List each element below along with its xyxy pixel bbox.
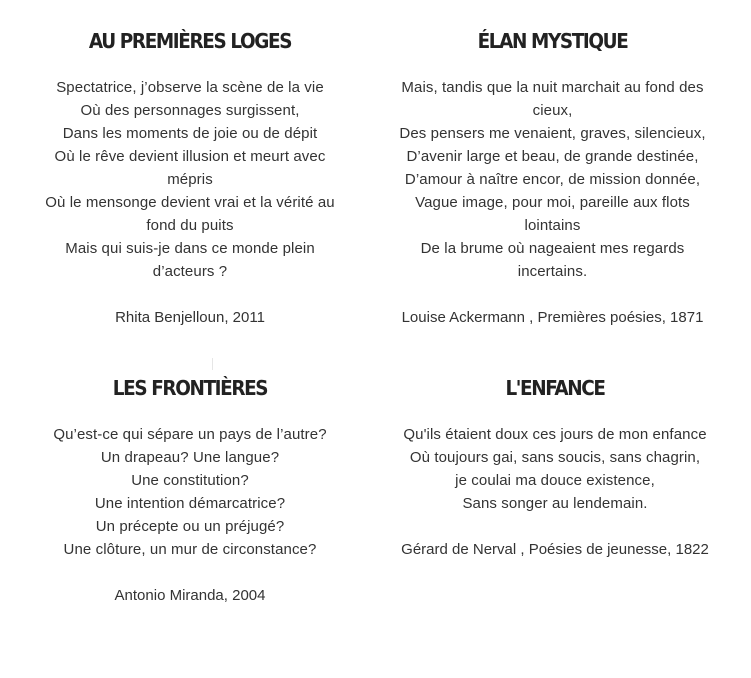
poem-title: ÉLAN MYSTIQUE [477,29,628,53]
poem-line: d’acteurs ? [152,263,228,280]
poem-line: Un précepte ou un préjugé? [95,518,285,535]
poem-line: fond du puits [146,217,234,234]
poem-lines [380,423,730,515]
poem-line: Spectatrice, j’observe la scène de la vie [56,79,324,96]
poem-line: cieux, [532,102,573,119]
poem-line: Où le rêve devient illusion et meurt avec [54,148,326,165]
divider-mark [212,358,213,370]
poem-au-premieres-loges [20,26,360,329]
poem-les-frontieres [20,373,360,607]
poem-line: Où des personnages surgissent, [80,102,300,119]
poem-line: Mais qui suis-je dans ce monde plein [65,240,315,257]
poem-lines [20,76,360,283]
poem-author: Louise Ackermann , Premières poésies, 1871 [401,309,704,326]
poem-lines [380,76,725,283]
poem-line: mépris [167,171,213,188]
poem-line: Vague image, pour moi, pareille aux flots [415,194,690,211]
poem-title: LES FRONTIÈRES [112,376,268,400]
poem-line: Où le mensonge devient vrai et la vérité au [45,194,335,211]
poem-line: Une constitution? [131,472,249,489]
poem-line: Qu'ils étaient doux ces jours de mon enfance [403,426,707,443]
poem-line: Des pensers me venaient, graves, silencieux, [399,125,706,142]
poem-author: Antonio Miranda, 2004 [114,587,266,604]
poem-line: Une clôture, un mur de circonstance? [63,541,317,558]
poem-elan-mystique [380,26,725,329]
poem-l-enfance [380,373,730,561]
poem-line: Un drapeau? Une langue? [100,449,280,466]
poem-line: D’amour à naître encor, de mission donnée, [404,171,701,188]
poem-author: Gérard de Nerval , Poésies de jeunesse, 1822 [401,541,709,558]
poem-line: D’avenir large et beau, de grande destinée, [406,148,699,165]
poem-line: De la brume où nageaient mes regards [420,240,685,257]
poem-line: incertains. [517,263,588,280]
poem-line: Sans songer au lendemain. [462,495,648,512]
poem-title: L'ENFANCE [505,376,605,400]
poem-line: Dans les moments de joie ou de dépit [62,125,318,142]
poem-line: Qu’est-ce qui sépare un pays de l’autre? [53,426,327,443]
poem-line: Mais, tandis que la nuit marchait au fond des [401,79,704,96]
poem-lines [20,423,360,561]
poem-line: Une intention démarcatrice? [94,495,286,512]
poem-line: Où toujours gai, sans soucis, sans chagrin, [409,449,701,466]
poem-line: je coulai ma douce existence, [455,472,655,489]
poem-line: lointains [524,217,581,234]
poem-title: AU PREMIÈRES LOGES [88,29,292,53]
poem-author: Rhita Benjelloun, 2011 [115,309,265,326]
